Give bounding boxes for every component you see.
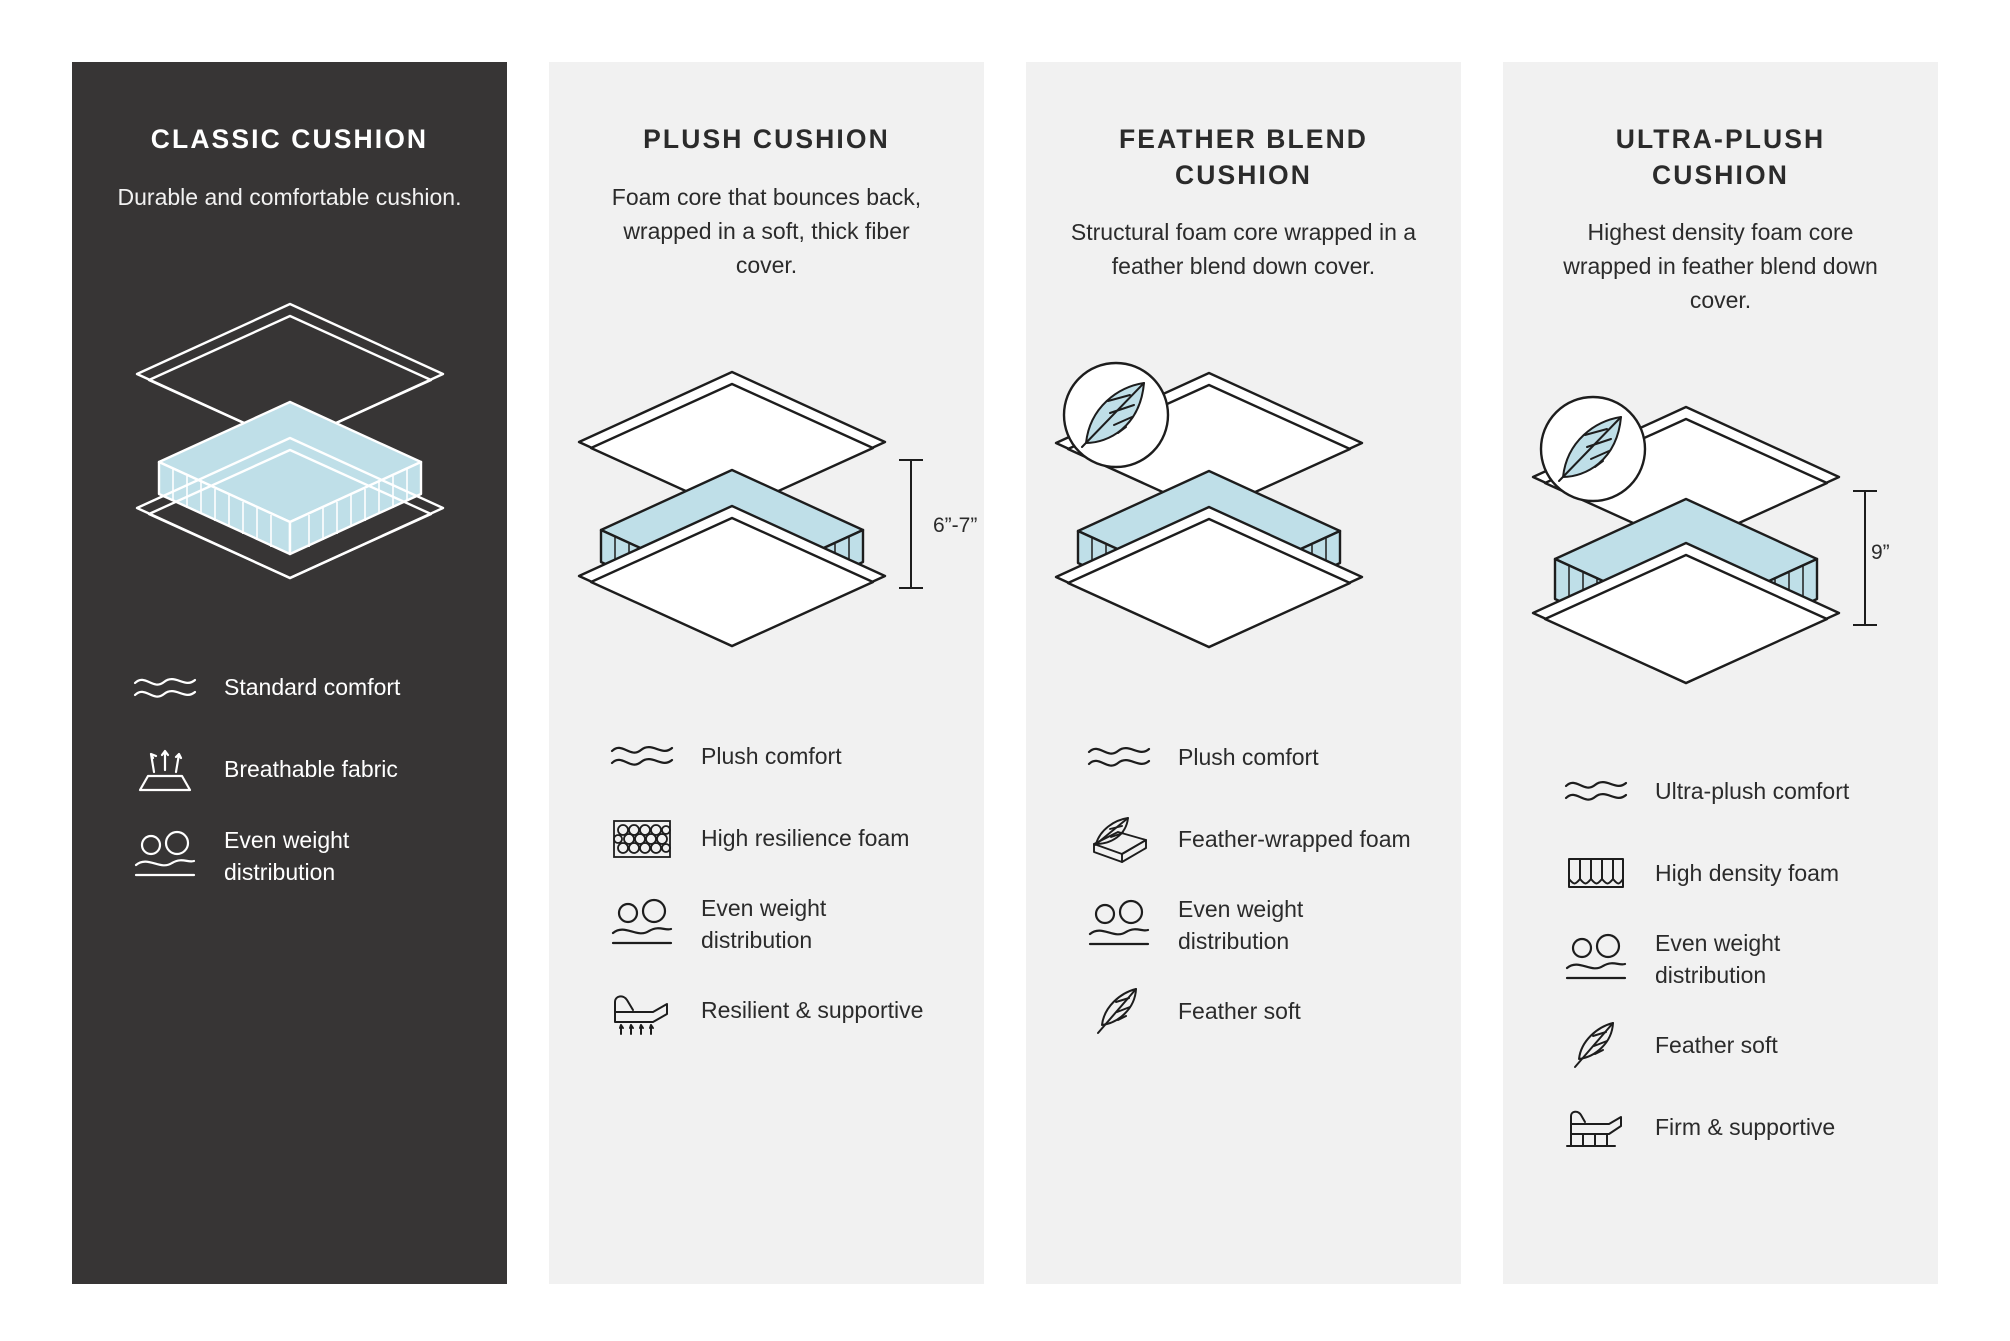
wave-icon [605,728,679,784]
cushion-illustration-feather-blend [1070,301,1417,721]
feature-label: Ultra-plush comfort [1655,778,1850,804]
feature-label: Even weight distribution [224,826,350,885]
wave-icon [128,660,202,716]
exploded-cushion-diagram [567,360,977,660]
feature-label: Resilient & supportive [701,996,924,1023]
list-item [128,824,463,888]
page-title: PLUSH CUSHION [643,124,890,154]
exploded-cushion-diagram [125,292,455,592]
feather-badge-icon [1064,363,1168,467]
cushion-illustration-plush [593,300,977,720]
feature-label: Plush comfort [1178,743,1319,770]
exploded-cushion-diagram [1521,395,1921,695]
feature-label: Firm & supportive [1655,1114,1836,1141]
list-item [1082,811,1417,867]
even-weight-icon [1082,897,1156,953]
card-feather-blend-cushion [1026,62,1461,1284]
support-cushion-icon [605,982,679,1038]
exploded-cushion-diagram [1044,361,1444,661]
card-ultra-plush-cushion [1503,62,1938,1284]
feature-list [1547,763,1894,1155]
list-item [605,892,940,956]
breathable-fabric-icon [128,742,202,798]
feather-badge-icon [1541,397,1645,501]
feature-list [593,728,940,1038]
card-classic-cushion [72,62,507,1284]
list-item [1082,983,1417,1039]
list-item [605,810,940,866]
feather-icon [1559,1017,1633,1073]
dimension-label: 6”-7” [932,513,977,537]
dimension-label: 9” [1870,541,1890,565]
page-title: CLASSIC CUSHION [150,124,429,154]
feature-label: Standard comfort [224,674,401,701]
card-description: Foam core that bounces back, wrapped in a soft, thick fiber cover. [611,183,922,278]
list-item [1559,845,1894,901]
even-weight-icon [605,896,679,952]
list-item [1082,893,1417,957]
card-description: Structural foam core wrapped in a feather blend down cover. [1070,219,1417,280]
wave-icon [1559,763,1633,819]
list-item [1559,927,1894,991]
page-title: FEATHER BLEND CUSHION [1118,124,1369,190]
list-item [1082,729,1417,785]
honeycomb-foam-icon [605,810,679,866]
cushion-illustration-ultra-plush [1547,335,1894,755]
card-plush-cushion [549,62,984,1284]
list-item [128,660,463,716]
list-item [1559,763,1894,819]
feature-label: Feather-wrapped foam [1178,825,1411,852]
card-description: Durable and comfortable cushion. [117,183,462,210]
even-weight-icon [1559,931,1633,987]
list-item [605,728,940,784]
page-title: ULTRA-PLUSH CUSHION [1615,124,1826,190]
list-item [1559,1099,1894,1155]
feather-wrapped-foam-icon [1082,811,1156,867]
feature-label: High density foam [1655,860,1840,886]
even-weight-icon [128,828,202,884]
feature-label: High resilience foam [701,824,910,851]
feature-label: Even weight distribution [1655,930,1781,989]
cushion-illustration-classic [116,232,463,652]
list-item [1559,1017,1894,1073]
feature-label: Plush comfort [701,742,842,769]
wave-icon [1082,729,1156,785]
card-description: Highest density foam core wrapped in feather blend down cover. [1563,219,1878,314]
feature-label: Feather soft [1178,998,1301,1025]
list-item [128,742,463,798]
dense-foam-icon [1559,845,1633,901]
feature-label: Feather soft [1655,1032,1778,1059]
feature-label: Breathable fabric [224,756,398,783]
support-cushion-icon [1559,1099,1633,1155]
feature-label: Even weight distribution [701,894,827,953]
list-item [605,982,940,1038]
feather-icon [1082,983,1156,1039]
feature-list [116,660,463,888]
feature-label: Even weight distribution [1178,896,1304,955]
feature-list [1070,729,1417,1039]
